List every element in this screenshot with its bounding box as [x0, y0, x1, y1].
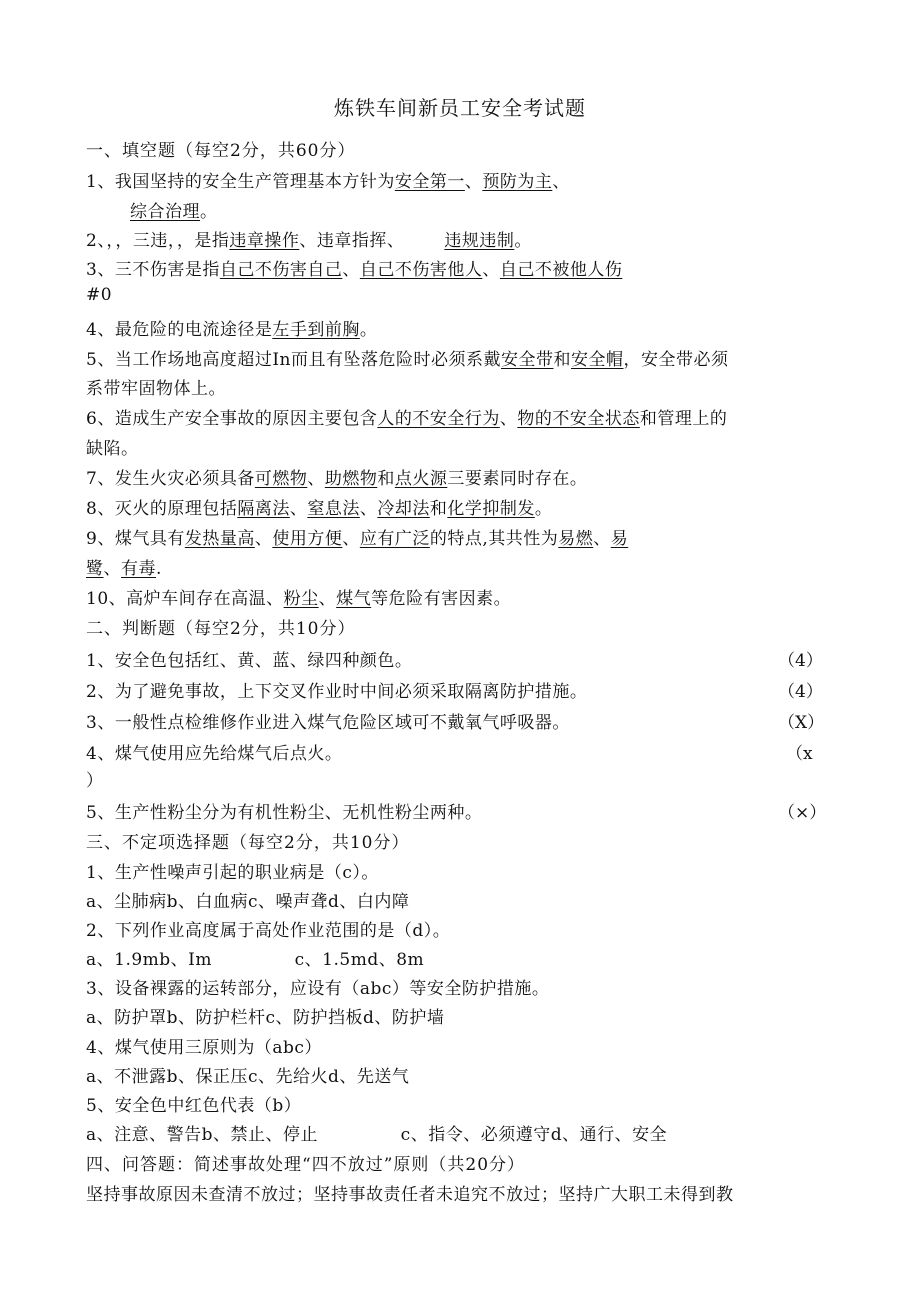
- text: 10、高炉车间存在高温、: [86, 589, 284, 609]
- section-heading-qa: 四、问答题：简述事故处理“四不放过”原则（共20分）: [86, 1155, 526, 1175]
- answer: 粉尘: [283, 589, 319, 609]
- judge-item-5: 5、生产性粉尘分为有机性粉尘、无机性粉尘两种。: [86, 803, 483, 823]
- text: 1、我国坚持的安全生产管理基本方针为: [86, 172, 395, 192]
- text: 、: [499, 409, 518, 429]
- judge-mark-2: （4）: [778, 682, 823, 702]
- text: 、: [254, 529, 273, 549]
- answer: 自己不伤害他人: [359, 260, 483, 280]
- text: 7、发生火灾必须具备: [86, 469, 255, 489]
- choice-line: 3、设备裸露的运转部分，应设有（abc）等安全防护措施。: [86, 979, 550, 999]
- text: 、: [318, 589, 337, 609]
- text: 。: [514, 231, 532, 251]
- choice-line: a、1.9mb、Im c、1.5md、8m: [86, 950, 425, 970]
- question-1-cont: [130, 197, 218, 222]
- answer: 有毒: [121, 559, 156, 579]
- answer: 隔离法: [237, 499, 290, 519]
- text: 、: [482, 260, 500, 280]
- answer: 安全带: [500, 350, 554, 370]
- judge-item-1: 1、安全色包括红、黄、蓝、绿四种颜色。: [86, 651, 413, 671]
- question-5-cont: 系带牢固物体上。: [86, 379, 226, 399]
- question-3: [86, 255, 622, 280]
- text: .: [156, 559, 162, 579]
- section-heading-multiple-choice: 三、不定项选择题（每空2分，共10分）: [86, 833, 410, 853]
- text: 和管理上的: [639, 409, 728, 429]
- choice-line: 4、煤气使用三原则为（abc）: [86, 1038, 322, 1058]
- choice-line: a、尘肺病b、白血病c、噪声聋d、白内障: [86, 892, 410, 912]
- text: 、: [593, 529, 611, 549]
- text: 9、煤气具有: [86, 529, 185, 549]
- text: 、: [342, 260, 360, 280]
- judge-item-4: 4、煤气使用应先给煤气后点火。: [86, 744, 343, 764]
- answer: 点火源: [394, 469, 448, 489]
- answer: 违规违制: [444, 231, 515, 251]
- answer: 鹭: [86, 559, 104, 579]
- choice-line: a、不泄露b、保正压c、先给火d、先送气: [86, 1067, 410, 1087]
- text: 。: [359, 320, 378, 340]
- text: 。: [534, 499, 553, 519]
- text: 、: [307, 469, 325, 489]
- choice-line: a、防护罩b、防护栏杆c、防护挡板d、防护墙: [86, 1008, 445, 1028]
- question-6: [86, 404, 727, 429]
- judge-mark-4: （x: [786, 744, 813, 764]
- answer: 自己不被他人伤: [499, 260, 623, 280]
- text: 5、当工作场地高度超过In而且有坠落危险时必须系戴: [86, 350, 501, 370]
- text: 、: [359, 499, 378, 519]
- choice-line: 2、下列作业高度属于高处作业范围的是（d）。: [86, 921, 451, 941]
- judge-mark-5: （×）: [778, 803, 827, 823]
- answer: 易: [610, 529, 629, 549]
- judge-mark-1: （4）: [778, 651, 823, 671]
- judge-mark-4-wrap: ）: [86, 771, 104, 791]
- question-8: [86, 494, 552, 519]
- answer: 窒息法: [307, 499, 360, 519]
- answer: 应有广泛: [359, 529, 430, 549]
- qa-answer: 坚持事故原因未查清不放过；坚持事故责任者未追究不放过；坚持广大职工未得到教: [86, 1185, 734, 1205]
- text: ，安全带必须: [623, 350, 729, 370]
- text: 和: [429, 499, 448, 519]
- text: 和: [553, 350, 571, 370]
- text: 、: [342, 529, 360, 549]
- answer: 煤气: [336, 589, 372, 609]
- text: 三要素同时存在。: [447, 469, 588, 489]
- text: 。: [200, 202, 218, 222]
- text: 、: [464, 172, 483, 192]
- question-9-cont: [86, 554, 162, 579]
- answer: 助燃物: [324, 469, 378, 489]
- text: 和: [377, 469, 395, 489]
- judge-item-2: 2、为了避免事故，上下交叉作业时中间必须采取隔离防护措施。: [86, 682, 588, 702]
- answer: 人的不安全行为: [377, 409, 500, 429]
- answer: 安全帽: [570, 350, 624, 370]
- answer: 违章操作: [229, 231, 300, 251]
- answer: 使用方便: [272, 529, 343, 549]
- question-2: [86, 226, 532, 251]
- text: 等危险有害因素。: [371, 589, 512, 609]
- answer: 左手到前胸: [272, 320, 360, 340]
- question-7: [86, 464, 587, 489]
- answer: 物的不安全状态: [517, 409, 640, 429]
- answer: 自己不伤害自己: [219, 260, 343, 280]
- answer: 化学抑制发: [447, 499, 535, 519]
- question-4: [86, 315, 377, 340]
- text: 的特点,其共性为: [429, 529, 559, 549]
- question-3-cont: #0: [86, 285, 113, 305]
- answer: 综合治理: [130, 202, 200, 222]
- question-5: [86, 345, 728, 370]
- answer: 发热量高: [184, 529, 255, 549]
- text: 2、，，三违，，是指: [86, 231, 230, 251]
- choice-line: a、注意、警告b、禁止、停止 c、指令、必须遵守d、通行、安全: [86, 1125, 668, 1145]
- question-9: [86, 524, 628, 549]
- answer: 安全第一: [394, 172, 465, 192]
- choice-line: 1、生产性噪声引起的职业病是（c）。: [86, 863, 379, 883]
- section-heading-true-false: 二、判断题（每空2分，共10分）: [86, 619, 356, 639]
- text: 6、造成生产安全事故的原因主要包含: [86, 409, 378, 429]
- choice-line: 5、安全色中红色代表（b）: [86, 1096, 302, 1116]
- question-1: [86, 167, 570, 192]
- answer: 可燃物: [254, 469, 308, 489]
- text: 、: [552, 172, 570, 192]
- text: 、: [103, 559, 121, 579]
- answer: 预防为主: [482, 172, 553, 192]
- text: 、: [289, 499, 308, 519]
- text: 3、三不伤害是指: [86, 260, 220, 280]
- section-heading-fill-blank: 一、填空题（每空2分，共60分）: [86, 141, 356, 161]
- page-title: 炼铁车间新员工安全考试题: [334, 96, 586, 120]
- question-6-cont: 缺陷。: [86, 439, 139, 459]
- answer: 易燃: [558, 529, 594, 549]
- text: 4、最危险的电流途径是: [86, 320, 273, 340]
- text: 、违章指挥、: [299, 231, 405, 251]
- question-10: [86, 584, 511, 609]
- judge-mark-3: （X）: [778, 713, 825, 733]
- judge-item-3: 3、一般性点检维修作业进入煤气危险区域可不戴氧气呼吸器。: [86, 713, 570, 733]
- answer: 冷却法: [377, 499, 430, 519]
- text: 8、灭火的原理包括: [86, 499, 238, 519]
